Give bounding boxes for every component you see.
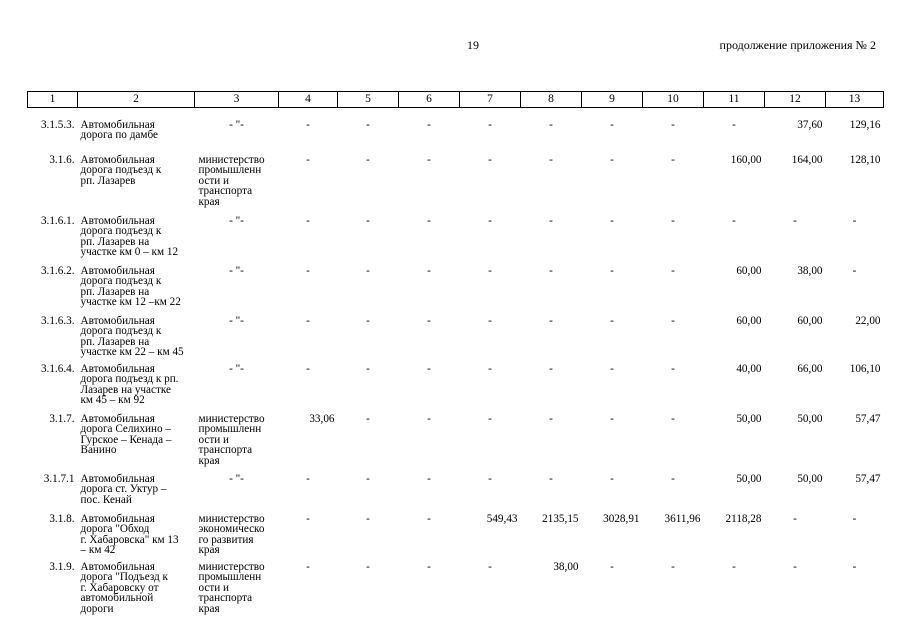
value-cell: - <box>549 472 553 485</box>
road-name-line: Автомобильная <box>80 153 155 166</box>
value-cell: - <box>427 264 431 277</box>
responsible-org <box>195 514 279 562</box>
value-cell: - <box>427 314 431 327</box>
responsible-org-line: министерство <box>198 153 265 166</box>
column-header: 13 <box>826 92 884 108</box>
value-cell: 33,06 <box>309 412 335 425</box>
column-header: 1 <box>28 92 78 108</box>
road-name <box>78 120 195 155</box>
value-cell: - <box>306 560 310 573</box>
value-cell: - <box>732 214 736 227</box>
value-cell: 549,43 <box>486 512 518 525</box>
value-cell: - <box>427 118 431 131</box>
responsible-org-line: го развития <box>198 533 254 546</box>
road-name-line: дорога подъезд к <box>80 225 162 238</box>
road-name-line: дорога "Подъезд к <box>80 571 168 584</box>
row-code: 3.1.7. <box>49 412 75 425</box>
responsible-org-line: транспорта <box>198 444 253 457</box>
value-cell: 164,00 <box>791 153 823 166</box>
value-cell: - <box>671 472 675 485</box>
responsible-org-line: министерство <box>198 412 265 425</box>
table-row <box>28 364 884 414</box>
value-cell: - <box>793 560 797 573</box>
value-cell: - <box>306 214 310 227</box>
road-name-line: Ванино <box>80 444 117 457</box>
value-cell: - <box>488 362 492 375</box>
table-row <box>28 414 884 474</box>
responsible-org <box>195 562 279 622</box>
responsible-org-line: министерство <box>198 512 265 525</box>
value-cell: - <box>306 512 310 525</box>
road-name-line: дорога подъезд к <box>80 275 162 288</box>
row-code: 3.1.9. <box>49 560 75 573</box>
road-name-line: участке км 22 – км 45 <box>80 346 184 359</box>
table-row <box>28 514 884 562</box>
value-cell: - <box>732 118 736 131</box>
value-cell: - <box>366 314 370 327</box>
spacer-row <box>28 108 884 120</box>
road-name-line: дорога подъезд к рп. <box>80 373 179 386</box>
road-name-line: дорога Селихино – <box>80 423 172 436</box>
value-cell: - <box>366 512 370 525</box>
road-name-line: рп. Лазарев на <box>80 285 150 298</box>
road-name <box>78 562 195 622</box>
column-header: 5 <box>338 92 399 108</box>
road-name <box>78 155 195 216</box>
road-name-line: участке км 0 – км 12 <box>80 246 179 259</box>
value-cell: - <box>610 314 614 327</box>
road-name-line: Автомобильная <box>80 472 155 485</box>
road-name-line: дорога по дамбе <box>80 129 158 142</box>
road-name-line: Гурское – Кенада – <box>80 433 172 446</box>
value-cell: - <box>671 560 675 573</box>
value-cell: - <box>549 118 553 131</box>
road-name-line: Автомобильная <box>80 560 155 573</box>
column-header: 2 <box>78 92 195 108</box>
value-cell: - <box>852 560 857 573</box>
road-name <box>78 316 195 364</box>
value-cell: - <box>427 472 431 485</box>
responsible-org <box>195 364 279 414</box>
road-name-line: дорога ст. Уктур – <box>80 483 167 496</box>
road-name-line: км 45 – км 92 <box>80 394 145 407</box>
road-name <box>78 364 195 414</box>
value-cell: - <box>366 412 370 425</box>
value-cell: - <box>488 560 492 573</box>
value-cell: - <box>427 412 431 425</box>
value-cell: - <box>671 264 675 277</box>
responsible-org-line: промышленн <box>198 164 262 177</box>
column-header: 11 <box>704 92 765 108</box>
value-cell: 2118,28 <box>725 512 762 525</box>
responsible-org-line: министерство <box>198 560 265 573</box>
value-cell: - <box>488 118 492 131</box>
column-header: 10 <box>643 92 704 108</box>
value-cell: 3611,96 <box>664 512 701 525</box>
value-cell: - <box>852 512 857 525</box>
value-cell: - <box>671 153 675 166</box>
value-cell: - <box>610 560 614 573</box>
table-row <box>28 316 884 364</box>
value-cell: - <box>671 314 675 327</box>
value-cell: - <box>366 264 370 277</box>
responsible-org <box>195 216 279 266</box>
value-cell: - <box>427 560 431 573</box>
responsible-org-line: - "- <box>229 214 244 227</box>
table-body <box>28 108 884 622</box>
row-code: 3.1.6. <box>49 153 75 166</box>
road-name <box>78 216 195 266</box>
responsible-org-line: экономическо <box>198 523 265 536</box>
column-header: 6 <box>399 92 460 108</box>
value-cell: 38,00 <box>797 264 823 277</box>
value-cell: 40,00 <box>736 362 762 375</box>
value-cell: - <box>852 264 857 277</box>
responsible-org <box>195 414 279 474</box>
value-cell: - <box>427 153 431 166</box>
value-cell: - <box>793 512 797 525</box>
table-row <box>28 474 884 514</box>
value-cell: - <box>671 362 675 375</box>
value-cell: - <box>366 118 370 131</box>
road-name-line: дороги <box>80 602 114 615</box>
value-cell: - <box>488 472 492 485</box>
value-cell: 22,00 <box>855 314 881 327</box>
value-cell: - <box>427 362 431 375</box>
road-name-line: – км 42 <box>80 544 116 557</box>
road-name <box>78 514 195 562</box>
column-header: 7 <box>460 92 521 108</box>
responsible-org-line: края <box>198 454 220 467</box>
value-cell: - <box>366 560 370 573</box>
value-cell: 106,10 <box>849 362 881 375</box>
road-name-line: дорога подъезд к <box>80 325 162 338</box>
table-row <box>28 155 884 216</box>
value-cell: - <box>306 314 310 327</box>
road-name-line: рп. Лазарев на <box>80 335 150 348</box>
column-header: 3 <box>195 92 279 108</box>
row-code: 3.1.6.4. <box>40 362 75 375</box>
value-cell: 128,10 <box>849 153 881 166</box>
road-name-line: участке км 12 –км 22 <box>80 296 181 309</box>
row-code: 3.1.7.1 <box>43 472 75 485</box>
value-cell: - <box>549 153 553 166</box>
value-cell: - <box>366 362 370 375</box>
table-row <box>28 562 884 622</box>
row-code: 3.1.6.2. <box>40 264 75 277</box>
road-name <box>78 266 195 316</box>
road-name-line: Автомобильная <box>80 412 155 425</box>
value-cell: - <box>793 214 797 227</box>
responsible-org-line: промышленн <box>198 423 262 436</box>
responsible-org-line: края <box>198 602 220 615</box>
value-cell: - <box>306 153 310 166</box>
value-cell: 57,47 <box>855 472 881 485</box>
column-header: 12 <box>765 92 826 108</box>
value-cell: 60,00 <box>736 264 762 277</box>
responsible-org-line: - "- <box>229 264 244 277</box>
value-cell: - <box>488 153 492 166</box>
road-name-line: Автомобильная <box>80 512 155 525</box>
value-cell: 50,00 <box>736 472 762 485</box>
value-cell: - <box>306 264 310 277</box>
value-cell: - <box>488 412 492 425</box>
value-cell: - <box>488 264 492 277</box>
table-row <box>28 216 884 266</box>
road-name-line: Автомобильная <box>80 314 155 327</box>
table-row <box>28 120 884 155</box>
responsible-org-line: края <box>198 544 220 557</box>
responsible-org-line: - "- <box>229 362 244 375</box>
column-header: 9 <box>582 92 643 108</box>
column-header: 8 <box>521 92 582 108</box>
road-name <box>78 474 195 514</box>
value-cell: 66,00 <box>797 362 823 375</box>
responsible-org-line: транспорта <box>198 185 253 198</box>
value-cell: - <box>610 214 614 227</box>
table-row <box>28 266 884 316</box>
value-cell: 38,00 <box>553 560 579 573</box>
value-cell: - <box>488 314 492 327</box>
road-name-line: дорога "Обход <box>80 523 150 536</box>
value-cell: - <box>610 412 614 425</box>
value-cell: - <box>427 512 431 525</box>
value-cell: - <box>610 472 614 485</box>
value-cell: - <box>366 214 370 227</box>
value-cell: - <box>671 214 675 227</box>
responsible-org-line: транспорта <box>198 592 253 605</box>
road-name-line: г. Хабаровска" км 13 <box>80 533 179 546</box>
road-name-line: дорога подъезд к <box>80 164 162 177</box>
road-name-line: пос. Кенай <box>80 493 132 506</box>
value-cell: - <box>306 362 310 375</box>
responsible-org-line: ости и <box>198 581 229 594</box>
road-name <box>78 414 195 474</box>
road-name-line: Автомобильная <box>80 118 155 131</box>
value-cell: - <box>366 153 370 166</box>
road-name-line: автомобильной <box>80 592 154 605</box>
row-code: 3.1.8. <box>49 512 75 525</box>
appendix-note: продолжение приложения № 2 <box>719 38 876 52</box>
responsible-org-line: - "- <box>229 472 244 485</box>
responsible-org <box>195 266 279 316</box>
responsible-org <box>195 120 279 155</box>
responsible-org <box>195 316 279 364</box>
road-name-line: рп. Лазарев на <box>80 235 150 248</box>
value-cell: 50,00 <box>797 412 823 425</box>
responsible-org <box>195 474 279 514</box>
column-header: 4 <box>279 92 338 108</box>
value-cell: - <box>306 118 310 131</box>
value-cell: - <box>671 118 675 131</box>
value-cell: - <box>610 264 614 277</box>
budget-table <box>27 91 884 622</box>
road-name-line: Автомобильная <box>80 264 155 277</box>
value-cell: 37,60 <box>797 118 823 131</box>
value-cell: - <box>671 412 675 425</box>
responsible-org-line: - "- <box>229 314 244 327</box>
value-cell: 50,00 <box>736 412 762 425</box>
page-number: 19 <box>467 38 479 52</box>
value-cell: 129,16 <box>849 118 881 131</box>
responsible-org-line: ости и <box>198 433 229 446</box>
value-cell: 57,47 <box>855 412 881 425</box>
responsible-org-line: края <box>198 195 220 208</box>
value-cell: - <box>549 264 553 277</box>
row-code: 3.1.5.3. <box>40 118 75 131</box>
value-cell: - <box>366 472 370 485</box>
value-cell: - <box>732 560 736 573</box>
value-cell: 50,00 <box>797 472 823 485</box>
responsible-org-line: - "- <box>229 118 244 131</box>
responsible-org-line: промышленн <box>198 571 262 584</box>
value-cell: - <box>549 412 553 425</box>
table-header-row <box>28 92 884 108</box>
value-cell: - <box>549 314 553 327</box>
road-name-line: Автомобильная <box>80 362 155 375</box>
value-cell: - <box>427 214 431 227</box>
value-cell: - <box>610 153 614 166</box>
value-cell: 60,00 <box>736 314 762 327</box>
responsible-org <box>195 155 279 216</box>
value-cell: - <box>610 118 614 131</box>
value-cell: - <box>549 214 553 227</box>
road-name-line: Лазарев на участке <box>80 383 171 396</box>
value-cell: - <box>306 472 310 485</box>
value-cell: - <box>610 362 614 375</box>
responsible-org-line: ости и <box>198 174 229 187</box>
value-cell: 3028,91 <box>603 512 640 525</box>
value-cell: - <box>852 214 857 227</box>
row-code: 3.1.6.1. <box>40 214 75 227</box>
road-name-line: г. Хабаровску от <box>80 581 159 594</box>
road-name-line: рп. Лазарев <box>80 174 136 187</box>
row-code: 3.1.6.3. <box>40 314 75 327</box>
value-cell: 60,00 <box>797 314 823 327</box>
road-name-line: Автомобильная <box>80 214 155 227</box>
value-cell: 160,00 <box>730 153 762 166</box>
value-cell: - <box>488 214 492 227</box>
value-cell: - <box>549 362 553 375</box>
value-cell: 2135,15 <box>542 512 579 525</box>
